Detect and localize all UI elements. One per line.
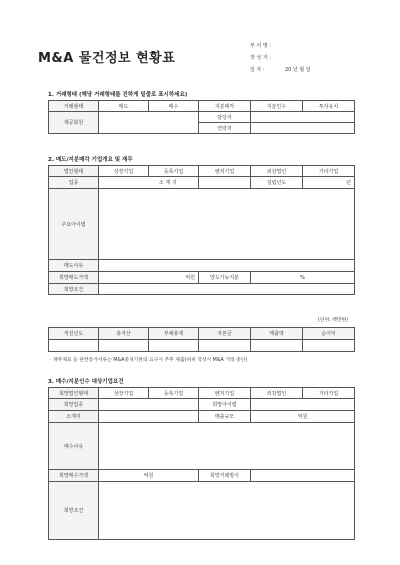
- manager-label: 담당자: [199, 112, 251, 123]
- target-items-label: 희망아이템: [199, 399, 251, 411]
- reason-label: 매도사유: [49, 260, 99, 272]
- founded-unit: 년: [346, 180, 351, 186]
- section-3-heading: 3. 매수/지분인수 대상기업요건: [48, 379, 124, 385]
- target-method-field[interactable]: [251, 470, 355, 482]
- target-items-field[interactable]: [251, 399, 355, 411]
- target-option-other[interactable]: 기타기업: [303, 388, 355, 399]
- fin-header-assets: 총자산: [99, 328, 149, 340]
- target-price-unit: 억원: [143, 473, 154, 479]
- fin-sales-field[interactable]: [251, 340, 303, 352]
- target-option-venture[interactable]: 벤처기업: [199, 388, 251, 399]
- section-1-heading: 1. 거래형태 (해당 거래형태를 진하게 밑줄로 표시하세요): [48, 92, 188, 98]
- fin-liabilities-field[interactable]: [149, 340, 199, 352]
- footnote: · 재무제표 등 관련증거서류는 M&A중개기관의 요구시 추후 제출(허위 작성시 M&A 거래 중단): [50, 358, 248, 363]
- target-reason-label: 매수사유: [49, 423, 99, 470]
- fin-year-field[interactable]: [49, 340, 99, 352]
- dept-label: 부 서 명 :: [250, 43, 271, 49]
- fin-header-liabilities: 부채총계: [149, 328, 199, 340]
- fin-capital-field[interactable]: [199, 340, 251, 352]
- industry-field[interactable]: [99, 177, 199, 189]
- reason-field[interactable]: [99, 260, 355, 272]
- fin-profit-field[interactable]: [303, 340, 355, 352]
- fin-assets-field[interactable]: [99, 340, 149, 352]
- target-corp-type-label: 희망법인형태: [49, 388, 99, 399]
- target-sales-label: 매출규모: [199, 411, 251, 423]
- phone-label: 연락처: [199, 123, 251, 134]
- price-unit: 억원: [185, 275, 195, 281]
- target-industry-field[interactable]: [99, 399, 199, 411]
- trade-type-label: 거래형태: [49, 101, 99, 112]
- transfer-label: 양도가능지분: [199, 272, 251, 284]
- target-sales-field[interactable]: [251, 411, 355, 423]
- fin-header-capital: 자본금: [199, 328, 251, 340]
- date-label: 일 자 :: [250, 67, 265, 73]
- option-audited[interactable]: 외감법인: [251, 166, 303, 177]
- writer-label: 작 성 자 :: [250, 55, 271, 61]
- option-sell[interactable]: 매도: [99, 101, 149, 112]
- corp-type-label: 법인형태: [49, 166, 99, 177]
- provider-label: 제공회원: [49, 112, 99, 134]
- fin-header-year: 직전년도: [49, 328, 99, 340]
- trade-type-table: [48, 100, 355, 134]
- phone-field[interactable]: [251, 123, 355, 134]
- page-title: M&A 물건정보 현황표: [38, 51, 176, 66]
- transfer-unit: %: [300, 274, 305, 281]
- items-label: 주요아이템: [49, 189, 99, 260]
- condition-field[interactable]: [99, 284, 355, 295]
- target-sales-unit: 억원: [297, 414, 308, 420]
- option-other[interactable]: 기타기업: [303, 166, 355, 177]
- target-reason-field[interactable]: [99, 423, 355, 470]
- transfer-field[interactable]: [251, 272, 355, 284]
- target-industry-label: 희망업종: [49, 399, 99, 411]
- target-option-registered[interactable]: 등록기업: [149, 388, 199, 399]
- target-location-field[interactable]: [99, 411, 199, 423]
- date-value: 20 년 월 일: [285, 67, 311, 73]
- location-label: 소 재 지: [159, 180, 177, 186]
- company-overview-table: [48, 165, 355, 295]
- target-price-field[interactable]: [99, 470, 199, 482]
- condition-label: 희망조건: [49, 284, 99, 295]
- provider-field[interactable]: [99, 112, 199, 134]
- price-label: 희망매도가액: [49, 272, 99, 284]
- target-option-listed[interactable]: 상장기업: [99, 388, 149, 399]
- target-condition-field[interactable]: [99, 482, 355, 540]
- target-requirements-table: [48, 387, 355, 540]
- target-method-label: 희망거래방식: [199, 470, 251, 482]
- target-condition-label: 희망조건: [49, 482, 99, 540]
- option-stake-sell[interactable]: 지분매각: [199, 101, 251, 112]
- target-price-label: 희망매수가액: [49, 470, 99, 482]
- financials-table: [48, 327, 355, 352]
- location-field[interactable]: [199, 177, 251, 189]
- target-location-label: 소재지: [49, 411, 99, 423]
- target-option-audited[interactable]: 외감법인: [251, 388, 303, 399]
- founded-label: 설립년도: [251, 177, 303, 189]
- fin-header-profit: 순이익: [303, 328, 355, 340]
- option-investment[interactable]: 투자유치: [303, 101, 355, 112]
- founded-field[interactable]: [303, 177, 355, 189]
- option-venture[interactable]: 벤처기업: [199, 166, 251, 177]
- section-2-heading: 2. 매도/지분매각 기업개요 및 재무: [48, 157, 133, 163]
- option-buy[interactable]: 매수: [149, 101, 199, 112]
- option-stake-buy[interactable]: 지분인수: [251, 101, 303, 112]
- industry-label: 업종: [49, 177, 99, 189]
- fin-header-sales: 매출액: [251, 328, 303, 340]
- option-listed[interactable]: 상장기업: [99, 166, 149, 177]
- price-field[interactable]: [99, 272, 199, 284]
- manager-field[interactable]: [251, 112, 355, 123]
- items-field[interactable]: [99, 189, 355, 260]
- option-registered[interactable]: 등록기업: [149, 166, 199, 177]
- unit-note: (단위: 백만원): [318, 318, 349, 323]
